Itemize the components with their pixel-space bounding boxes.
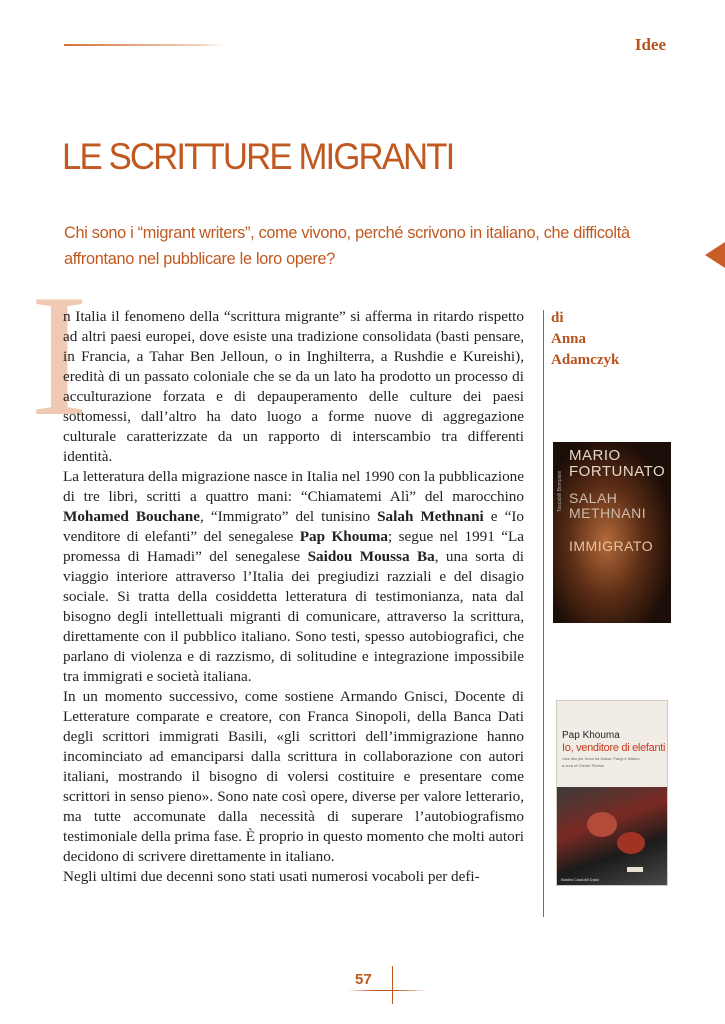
- author-name: Salah Methnani: [377, 508, 484, 525]
- byline-last-name: Adamczyk: [551, 352, 620, 368]
- book-cover-publisher: Tascabili Bompiani: [557, 470, 563, 512]
- article-paragraph: [63, 687, 524, 867]
- article-paragraph: [63, 467, 524, 687]
- page-number-divider: [392, 966, 393, 1004]
- text-run: La letteratura della migrazione nasce in Italia nel 1990 con la pubblicazione di tre libri, scritti a quattro mani: “Chiamatemi Alì” del marocchino: [63, 468, 524, 505]
- book-cover-author-2: [569, 491, 646, 521]
- book-cover-author-1: [569, 448, 665, 480]
- book-cover-immigrato: [553, 442, 671, 623]
- byline-prefix: di: [551, 310, 564, 326]
- text-run: n Italia il fenomeno della “scrittura migrante” si afferma in ritardo rispetto ad altri paesi europei, dove esiste una tradizione consolidata (basti pensare, in Francia, a Tahar Ben Jelloun, o in Inghilterra, a Rushdie e Kureishi), eredità di un passato coloniale che se da un lato ha prodotto un processo di acculturazione forzata e di depauperamento delle culture dei paesi sottomessi, dall’altro ha dato luogo a forme nuove di aggregazione culturale caratterizzate da un rapporto di interscambio tra differenti identità.: [63, 308, 524, 465]
- article-body: [63, 307, 524, 887]
- byline: [551, 308, 619, 371]
- book-cover-tagline: Una vita per forza fra Dakar, Parigi e Milano: [562, 756, 640, 761]
- article-paragraph: [63, 867, 524, 887]
- book-cover-venditore: [556, 700, 668, 886]
- book-cover-title: Io, venditore di elefanti: [562, 742, 666, 754]
- author-name: Mohamed Bouchane: [63, 508, 200, 525]
- page-number-rule: [348, 990, 428, 991]
- text-run: , “Immigrato” del tunisino: [200, 508, 378, 525]
- book-cover-author-2-last: METHNANI: [569, 505, 647, 521]
- drop-cap: I: [30, 258, 89, 452]
- book-cover-author-1-last: FORTUNATO: [569, 463, 666, 480]
- article-subtitle: Chi sono i “migrant writers”, come vivono, perché scrivono in italiano, che difficoltà affrontano nel pubblicare le loro opere?: [64, 224, 630, 268]
- book-cover-author-2-first: SALAH: [569, 490, 618, 506]
- book-cover-publisher: Baldini Castoldi Dalai: [561, 877, 599, 882]
- text-run: Negli ultimi due decenni sono stati usati numerosi vocaboli per defi-: [63, 868, 480, 885]
- book-cover-editor: a cura di Oreste Pivetta: [562, 763, 604, 768]
- author-name: Saidou Moussa Ba: [307, 548, 435, 565]
- book-cover-photo-detail: [587, 812, 617, 837]
- book-cover-photo: [557, 787, 667, 885]
- section-label: Idee: [634, 35, 666, 54]
- article-paragraph: [63, 307, 524, 467]
- column-divider: [543, 310, 544, 917]
- book-cover-author-1-first: MARIO: [569, 447, 621, 464]
- text-run: ; segue nel 1991 “La promessa di Hamadi” del senegalese: [63, 528, 524, 565]
- text-run: In un momento successivo, come sostiene Armando Gnisci, Docente di Letterature comparate e creatore, con Franca Sinopoli, della Banca Dati degli scrittori immigrati Basili, «gli scrittori dell’immigrazione hanno incominciato ad emanciparsi dalla scrittura in collaborazione con autori italiani, mostrando il bisogno di volersi costituire e presentare come scrittori in senso pieno». Sono nate così opere, diverse per valore letterario, ma tutte accomunate dalla necessità di superare l’autobiografismo testimoniale della prima fase. È proprio in questo momento che molti autori decidono di scrivere direttamente in italiano.: [63, 688, 524, 865]
- book-cover-title: IMMIGRATO: [569, 538, 654, 554]
- page-number: 57: [355, 971, 372, 988]
- byline-first-name: Anna: [551, 331, 587, 347]
- article-title: LE SCRITTURE MIGRANTI: [62, 136, 454, 177]
- text-run: , una sorta di viaggio interiore attraverso l’Italia dei pregiudizi razziali e del disagio sociale. Si tratta della cosiddetta letteratura di testimonianza, nata dal bisogno degli intellettuali migranti di comunicare, attraverso la scrittura, direttamente con il pubblico italiano. Sono testi, spesso autobiografici, che parlano di violenza e di razzismo, di solitudine e integrazione impossibile tra immigrati e società italiana.: [63, 548, 525, 685]
- book-cover-author: Pap Khouma: [562, 730, 620, 741]
- book-cover-photo-detail: [617, 832, 645, 854]
- header-rule: [64, 44, 224, 46]
- page-tab-marker: [705, 242, 725, 268]
- book-cover-photo-detail: [627, 867, 643, 872]
- text-run: e “Io venditore di elefanti” del senegalese: [63, 508, 524, 545]
- author-name: Pap Khouma: [299, 528, 389, 545]
